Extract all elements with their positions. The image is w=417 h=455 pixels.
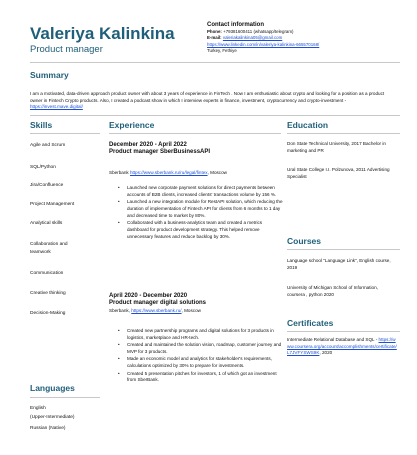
- job-company: Sberbank, https://www.sberbank.ru/, Moscow: [109, 308, 201, 313]
- skill-item: Communication: [30, 271, 64, 276]
- education-item: Don State Technical University, 2017 Bachelor in marketing and PR: [287, 141, 386, 153]
- skill-item: Decision-Making: [30, 311, 66, 316]
- job-dates: April 2020 - December 2020: [109, 293, 188, 299]
- skills-divider: [30, 133, 100, 134]
- certificate-item: Intermediate Relational Database and SQL - https://www.coursera.org/account/accomplishments/certificate/L7JVFYSWS9K, 2020: [287, 337, 397, 356]
- contact-email: E-mail: valeriakalinkina05@gmail.com: [207, 35, 283, 41]
- experience-heading: Experience: [109, 120, 155, 130]
- list-item: • Collaborated with a business-analytics team and created a metrics dashboard for product development strategy. This helped remove unnecessary features and reduce backlog by 30%.: [118, 220, 284, 240]
- list-item: • Created 5 presentation pitches for investors, 1 of which got an investment from SberBank.: [118, 371, 284, 385]
- contact-heading: Contact information: [207, 22, 264, 28]
- languages-heading: Languages: [30, 383, 75, 393]
- list-item: • Launched new corporate payment solutions for direct payments between accounts of B2B clients, increased clients' transactions volume by 156 %.: [118, 185, 284, 199]
- contact-location: Turkey, Fethiye: [207, 47, 237, 53]
- skill-item: Project Management: [30, 202, 75, 207]
- list-item: • Launched a new integration module for RestAPI solution, which reducing the duration of implementation of Fintech API for clients from 6 months to 1 day and decreased time to market by 80%.: [118, 199, 284, 219]
- languages-divider: [30, 397, 100, 398]
- course-item: University of Michigan School of Information, coursera , python 2020: [287, 285, 378, 297]
- job-title: Product manager digital solutions: [109, 300, 207, 306]
- language-item: (Upper-Intermediate): [30, 415, 75, 420]
- summary-text: I am a motivated, data-driven approach product owner with about 3 years of experience in FinTech . Now I am enthusiastic about crypto and looking for a position as a product owner in Fintech Crypto products. Also, I created a podcast show in which I interview experts in finance, investment, cryptocurrency and crypto-investment - https://invest.mave.digital/: [30, 91, 385, 110]
- education-heading: Education: [287, 120, 329, 130]
- certificate-link[interactable]: https://www.coursera.org/account/accomplishments/certificate/L7JVFYSWS9K: [287, 337, 397, 356]
- courses-heading: Courses: [287, 236, 322, 246]
- list-item: • Made an economic model and analytics for stakeholder's requirements, calculations optimized by 30% to prepare for investments.: [118, 356, 284, 370]
- email-link[interactable]: valeriakalinkina05@gmail.com: [222, 35, 283, 41]
- header-divider: [30, 62, 400, 63]
- company-link[interactable]: https://www.sberbank.ru/ru/legal/fintex: [129, 170, 208, 175]
- skills-heading: Skills: [30, 120, 53, 130]
- job-dates: December 2020 - April 2022: [109, 142, 187, 148]
- summary-divider: [30, 115, 400, 116]
- skill-item: Creative thinking: [30, 291, 66, 296]
- podcast-link[interactable]: https://invest.mave.digital/: [30, 104, 83, 110]
- job-bullets: [118, 185, 284, 241]
- experience-divider: [109, 133, 281, 134]
- linkedin-link[interactable]: https://www.linkedin.com/in/valeriya-kalinkina-665570168/: [207, 41, 320, 47]
- education-item: Ural State College I.I. Polzunova, 2011 Advertising Specialist: [287, 167, 390, 179]
- skill-item: Analytical skills: [30, 221, 63, 226]
- language-item: Russian (Native): [30, 426, 66, 431]
- candidate-role: Product manager: [30, 44, 103, 55]
- course-item: Language school "Language Link", English course, 2019: [287, 258, 391, 270]
- skill-item: SQL/Python: [30, 165, 56, 170]
- job-title: Product manager SberBusinessAPI: [109, 149, 211, 155]
- skill-item: Agile and Scrum: [30, 143, 66, 148]
- skill-item: Jira/Confluence: [30, 183, 64, 188]
- contact-phone: Phone: +79381600411 (whatsapp/telegram): [207, 29, 294, 34]
- language-item: English: [30, 406, 46, 411]
- list-item: • Created and maintained the solution vision, roadmap, customer journey and MVP for 3 products.: [118, 342, 284, 356]
- candidate-name: Valeriya Kalinkina: [30, 24, 175, 43]
- courses-divider: [287, 249, 400, 250]
- certificates-divider: [287, 331, 400, 332]
- job-company: Sberbank https://www.sberbank.ru/ru/legal/fintex, Moscow: [109, 170, 227, 175]
- education-divider: [287, 133, 400, 134]
- contact-block: [207, 21, 412, 54]
- skill-item: Collaboration and teamwork: [30, 242, 68, 255]
- summary-heading: Summary: [30, 70, 69, 80]
- certificates-heading: Certificates: [287, 318, 334, 328]
- job-bullets: [118, 328, 284, 385]
- list-item: • Created new partnership programs and digital solutions for 3 products in logistics, marketplace and HR-tech.: [118, 328, 284, 342]
- company-link[interactable]: https://www.sberbank.ru/: [131, 308, 182, 313]
